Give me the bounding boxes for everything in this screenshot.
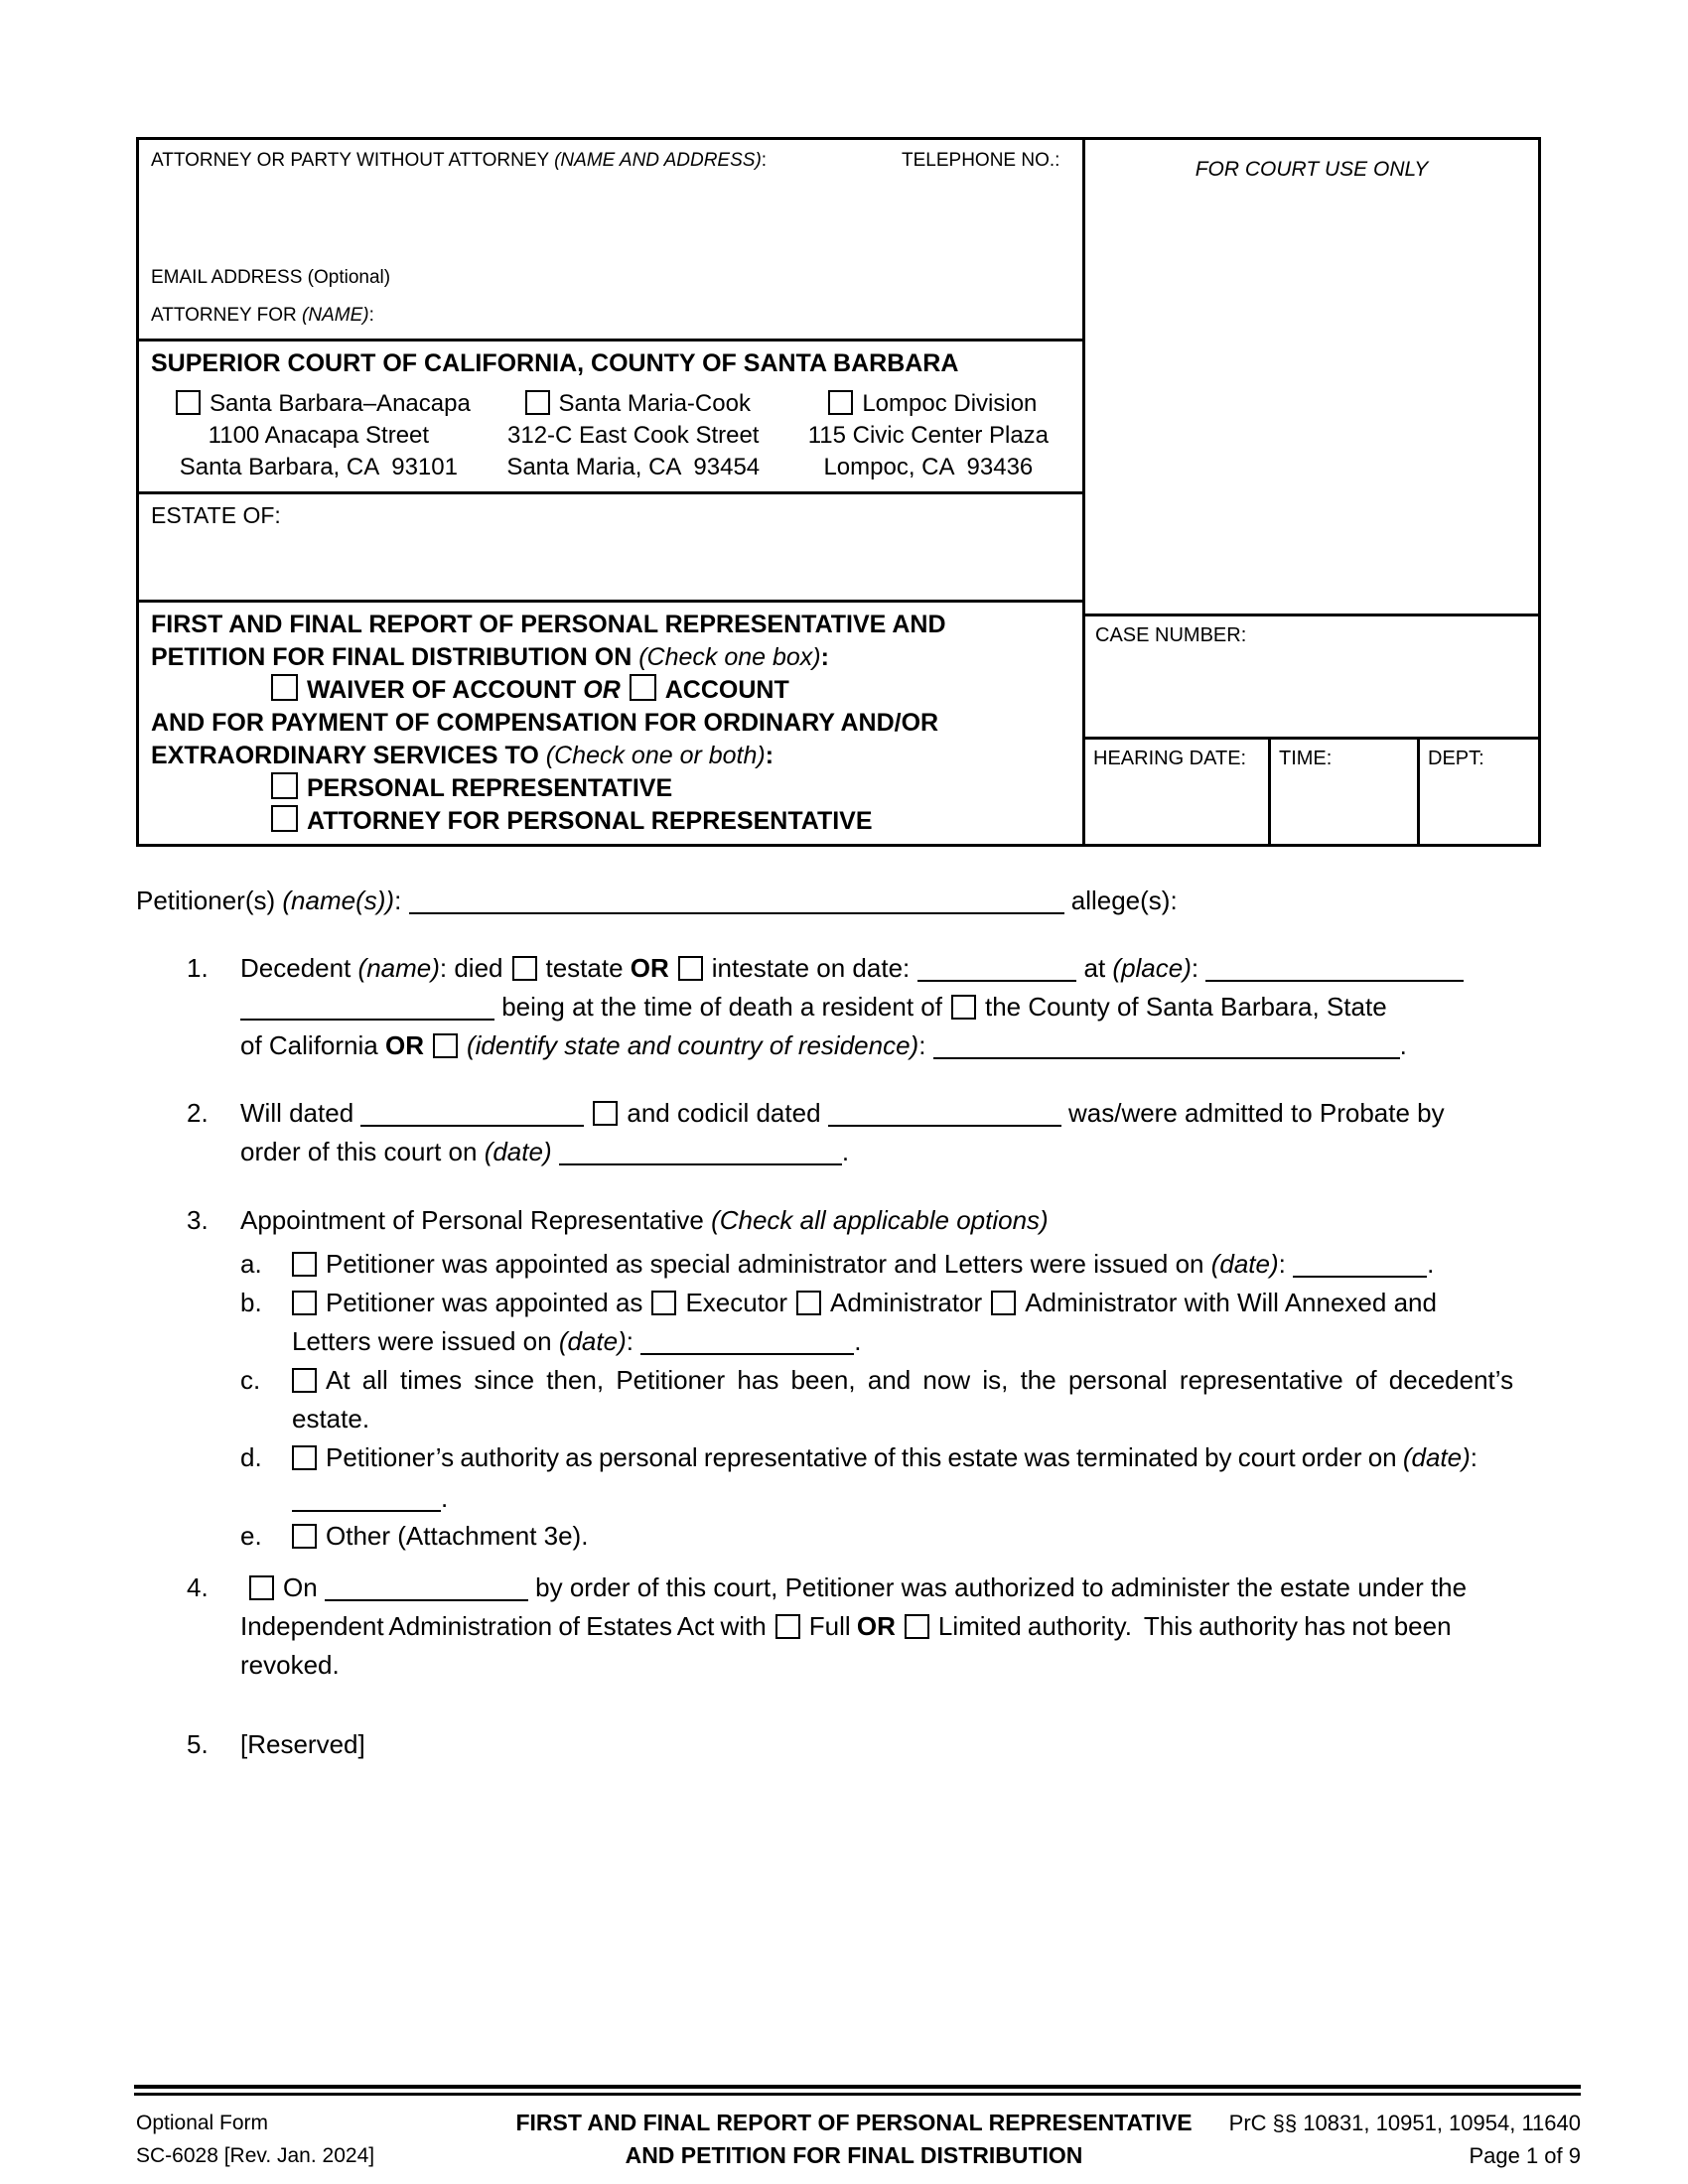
- checkbox-attorney-for-personal-representative[interactable]: [271, 805, 298, 832]
- checkbox-waiver-of-account[interactable]: [271, 674, 298, 701]
- testate-label: testate: [545, 953, 631, 983]
- item5-line: [136, 1727, 1601, 1761]
- item1-text: :: [918, 1030, 933, 1060]
- email-label: EMAIL ADDRESS (Optional): [151, 267, 391, 288]
- footer-right: [1092, 2107, 1581, 2172]
- form-title-line2: [151, 641, 1070, 674]
- attorney-for-label-colon: :: [368, 305, 374, 326]
- footer-title-line2: AND PETITION FOR FINAL DISTRIBUTION: [625, 2142, 1083, 2168]
- state-country-field[interactable]: [933, 1033, 1400, 1059]
- item3c-line2: [136, 1402, 1688, 1435]
- footer-title-line1: FIRST AND FINAL REPORT OF PERSONAL REPRESENTATIVE: [515, 2110, 1193, 2135]
- item1-text: the County of Santa Barbara, State: [984, 992, 1387, 1022]
- item1-line1: [136, 951, 1601, 985]
- court-name: SUPERIOR COURT OF CALIFORNIA, COUNTY OF SANTA BARBARA: [151, 349, 959, 378]
- item3b-letter: b.: [240, 1288, 262, 1317]
- time-input[interactable]: [1275, 779, 1412, 839]
- letters-issued-date-3a-field[interactable]: [1293, 1252, 1427, 1278]
- item1-place-italic: (place): [1112, 953, 1192, 983]
- item4-line3: [136, 1648, 1654, 1682]
- item4-text: revoked.: [240, 1650, 340, 1680]
- item3-heading: [136, 1203, 1601, 1237]
- item3c-text: estate.: [292, 1404, 370, 1433]
- division-name: Santa Maria-Cook: [558, 390, 751, 418]
- footer-left: [136, 2107, 374, 2172]
- division-address2: Santa Maria, CA 93454: [506, 454, 761, 481]
- administrator-will-annexed-label: Administrator with Will Annexed and: [1025, 1288, 1437, 1317]
- item3a-letter: a.: [240, 1249, 262, 1279]
- death-date-field[interactable]: [917, 956, 1076, 982]
- footer-optional-form: Optional Form: [136, 2112, 269, 2134]
- petitioner-names-field[interactable]: [409, 888, 1064, 914]
- item2-line2: [136, 1135, 1654, 1168]
- item3d-line2: [136, 1481, 1688, 1515]
- item1-text: Decedent: [240, 953, 358, 983]
- checkbox-3d-authority-terminated[interactable]: [292, 1445, 317, 1470]
- form-title-line2-colon: :: [820, 643, 829, 671]
- item4-line2: [136, 1609, 1654, 1643]
- waiver-account-row: [151, 674, 1070, 707]
- case-number-label: CASE NUMBER:: [1095, 624, 1247, 646]
- form-title-line1: FIRST AND FINAL REPORT OF PERSONAL REPRESENTATIVE AND: [151, 611, 946, 638]
- footer-rule: [134, 2085, 1581, 2096]
- estate-of-input[interactable]: [278, 498, 1053, 598]
- or-label: OR: [856, 1611, 896, 1641]
- telephone-label: TELEPHONE NO.:: [902, 150, 1060, 171]
- administrator-label: Administrator: [830, 1288, 983, 1317]
- checkbox-account[interactable]: [630, 674, 656, 701]
- attorney-personal-representative-row: [151, 805, 1070, 838]
- checkbox-executor[interactable]: [651, 1291, 676, 1315]
- checkbox-other-residence[interactable]: [433, 1033, 458, 1058]
- item3d-colon: :: [1470, 1442, 1477, 1472]
- item3b-date-italic: (date): [558, 1326, 627, 1356]
- item5-text: [Reserved]: [240, 1729, 365, 1759]
- checkbox-3b-appointed[interactable]: [292, 1291, 317, 1315]
- item3b-line2: [136, 1324, 1688, 1358]
- attorney-for-label-text: ATTORNEY FOR: [151, 305, 303, 326]
- letters-issued-date-3b-field[interactable]: [640, 1329, 854, 1355]
- header-left-column: [139, 140, 1085, 844]
- form-title-line2-text: PETITION FOR FINAL DISTRIBUTION ON: [151, 643, 639, 671]
- item4-number: 4.: [187, 1572, 209, 1602]
- limited-authority-label: Limited authority. This authority has not been: [937, 1611, 1452, 1641]
- item2-date-italic: (date): [484, 1137, 552, 1166]
- executor-label: Executor: [685, 1288, 788, 1317]
- dept-label: DEPT:: [1428, 748, 1484, 769]
- item3c-letter: c.: [240, 1365, 261, 1395]
- death-place-field-2[interactable]: [240, 995, 494, 1021]
- probate-order-date-field[interactable]: [559, 1140, 842, 1165]
- item3d-line1: [136, 1440, 1654, 1474]
- item1-line3: [136, 1028, 1654, 1062]
- checkbox-personal-representative[interactable]: [271, 772, 298, 799]
- item2-period: .: [841, 1137, 850, 1166]
- item1-number: 1.: [187, 953, 209, 983]
- item3e-line: [136, 1519, 1654, 1553]
- attorney-party-label-text: ATTORNEY OR PARTY WITHOUT ATTORNEY: [151, 150, 555, 171]
- alleges-label: allege(s):: [1063, 886, 1178, 915]
- iaea-order-date-field[interactable]: [325, 1575, 528, 1601]
- footer-code-sections: PrC §§ 10831, 10951, 10954, 11640: [1228, 2111, 1581, 2135]
- intestate-label: intestate on date:: [711, 953, 911, 983]
- hearing-date-cell: [1085, 740, 1271, 844]
- court-box: [139, 341, 1082, 494]
- item4-text: by order of this court, Petitioner was authorized to administer the estate under the: [527, 1572, 1468, 1602]
- division-name: Santa Barbara–Anacapa: [209, 390, 471, 418]
- will-date-field[interactable]: [360, 1101, 584, 1127]
- item3a-line: [136, 1247, 1654, 1281]
- item1-period: .: [1399, 1030, 1407, 1060]
- item3a-text: Petitioner was appointed as special administrator and Letters were issued on: [326, 1249, 1211, 1279]
- item4-text: Independent Administration of Estates Act with: [240, 1611, 767, 1641]
- item4-text: On: [283, 1572, 325, 1602]
- division-address1: 115 Civic Center Plaza: [807, 422, 1050, 450]
- full-authority-label: Full: [808, 1611, 857, 1641]
- codicil-date-field[interactable]: [828, 1101, 1061, 1127]
- hearing-date-label: HEARING DATE:: [1093, 748, 1247, 769]
- time-label: TIME:: [1279, 748, 1333, 769]
- form-title-box: [139, 603, 1082, 844]
- estate-of-label: ESTATE OF:: [151, 502, 281, 529]
- checkbox-testate[interactable]: [512, 956, 537, 981]
- division-address2: Santa Barbara, CA 93101: [179, 454, 458, 481]
- checkbox-santa-maria-cook[interactable]: [525, 390, 550, 415]
- item2-text: order of this court on: [240, 1137, 485, 1166]
- item3d-text: Petitioner’s authority as personal representative of this estate was terminated by court order on: [326, 1442, 1403, 1472]
- division-address1: 1100 Anacapa Street: [208, 422, 430, 450]
- item2-text: Will dated: [240, 1098, 361, 1128]
- for-court-use-label: FOR COURT USE ONLY: [1195, 158, 1429, 181]
- item3-heading-italic: (Check all applicable options): [711, 1205, 1049, 1235]
- dept-input[interactable]: [1424, 779, 1533, 839]
- attorney-party-label: [151, 150, 767, 171]
- item2-line1: [136, 1096, 1601, 1130]
- attorney-box: [139, 140, 1082, 341]
- petitioner-label-colon: :: [394, 886, 409, 915]
- division-address2: Lompoc, CA 93436: [823, 454, 1034, 481]
- item3e-letter: e.: [240, 1521, 262, 1551]
- division-lompoc: [786, 388, 1070, 483]
- checkbox-limited-authority[interactable]: [905, 1614, 929, 1639]
- item2-space: [552, 1137, 559, 1166]
- division-address1: 312-C East Cook Street: [507, 422, 760, 450]
- waiver-of-account-label: WAIVER OF ACCOUNT: [307, 676, 584, 704]
- division-santa-maria: [481, 388, 786, 483]
- death-place-field[interactable]: [1205, 956, 1464, 982]
- hearing-date-input[interactable]: [1089, 779, 1263, 839]
- attorney-for-label: [151, 305, 374, 327]
- codicil-label: and codicil dated: [627, 1098, 828, 1128]
- or-label: OR: [384, 1030, 424, 1060]
- item1-text: at: [1076, 953, 1113, 983]
- item4-line1: [136, 1570, 1601, 1604]
- item1-residence-italic: (identify state and country of residence): [466, 1030, 919, 1060]
- estate-of-box: [139, 494, 1082, 603]
- checkbox-administrator-will-annexed[interactable]: [991, 1291, 1016, 1315]
- header-right-column: [1085, 140, 1538, 844]
- item3a-colon: :: [1278, 1249, 1294, 1279]
- attorney-party-label-colon: :: [761, 150, 768, 171]
- petitioner-label-italic: (name(s)): [282, 886, 395, 915]
- petitioner-line: [136, 884, 1550, 917]
- for-court-use-box: [1085, 140, 1538, 616]
- checkbox-codicil[interactable]: [593, 1101, 618, 1126]
- division-santa-barbara: [157, 388, 481, 483]
- personal-representative-row: [151, 772, 1070, 805]
- item3e-text: Other (Attachment 3e).: [326, 1521, 589, 1551]
- item3a-period: .: [1427, 1249, 1435, 1279]
- item3b-period: .: [854, 1326, 862, 1356]
- time-cell: [1271, 740, 1420, 844]
- item1-text: : died: [439, 953, 503, 983]
- or-label: OR: [583, 676, 621, 704]
- checkbox-county-resident[interactable]: [951, 995, 976, 1020]
- item5-number: 5.: [187, 1729, 209, 1759]
- termination-date-field[interactable]: [292, 1486, 441, 1512]
- form-title-line5-text: EXTRAORDINARY SERVICES TO: [151, 742, 546, 769]
- footer-page-number: Page 1 of 9: [1469, 2143, 1581, 2168]
- personal-representative-label: PERSONAL REPRESENTATIVE: [307, 774, 673, 802]
- checkbox-4-on-date[interactable]: [249, 1575, 274, 1600]
- item1-line2: [136, 990, 1654, 1024]
- attorney-party-label-italic: (NAME AND ADDRESS): [554, 150, 762, 171]
- case-number-input[interactable]: [1093, 656, 1530, 726]
- footer-form-number: SC-6028 [Rev. Jan. 2024]: [136, 2144, 375, 2167]
- item3b-text: Letters were issued on: [292, 1326, 559, 1356]
- checkbox-santa-barbara-anacapa[interactable]: [176, 390, 201, 415]
- case-number-box: [1085, 616, 1538, 740]
- item3b-line1: [136, 1286, 1654, 1319]
- checkbox-lompoc-division[interactable]: [828, 390, 853, 415]
- account-label: ACCOUNT: [664, 676, 789, 704]
- item1-text: :: [1191, 953, 1206, 983]
- item3a-date-italic: (date): [1210, 1249, 1279, 1279]
- form-header: [136, 137, 1541, 847]
- attorney-for-personal-representative-label: ATTORNEY FOR PERSONAL REPRESENTATIVE: [307, 807, 873, 835]
- court-divisions: [151, 388, 1070, 483]
- division-name: Lompoc Division: [862, 390, 1038, 418]
- item3c-text: At all times since then, Petitioner has been, and now is, the personal representative of decedent’s: [326, 1365, 1514, 1395]
- checkbox-full-authority[interactable]: [775, 1614, 800, 1639]
- item3d-period: .: [441, 1483, 449, 1513]
- checkbox-administrator[interactable]: [796, 1291, 821, 1315]
- item3c-line1: [136, 1363, 1654, 1397]
- item1-text: being at the time of death a resident of: [494, 992, 942, 1022]
- or-label: OR: [630, 953, 669, 983]
- item3-number: 3.: [187, 1205, 209, 1235]
- checkbox-intestate[interactable]: [678, 956, 703, 981]
- item3d-letter: d.: [240, 1442, 262, 1472]
- checkbox-3e-other[interactable]: [292, 1524, 317, 1549]
- item3d-date-italic: (date): [1402, 1442, 1471, 1472]
- petitioner-label: Petitioner(s): [136, 886, 283, 915]
- form-title-line5: [151, 740, 1070, 772]
- attorney-for-label-italic: (NAME): [302, 305, 369, 326]
- form-title-line4: AND FOR PAYMENT OF COMPENSATION FOR ORDINARY AND/OR: [151, 709, 939, 737]
- attorney-name-address-input[interactable]: [147, 184, 872, 259]
- dept-cell: [1420, 740, 1538, 844]
- item3-heading-text: Appointment of Personal Representative: [240, 1205, 712, 1235]
- checkbox-3c-personal-representative[interactable]: [292, 1368, 317, 1393]
- item3b-colon: :: [626, 1326, 641, 1356]
- item3b-text: Petitioner was appointed as: [326, 1288, 643, 1317]
- item1-name-italic: (name): [357, 953, 440, 983]
- hearing-row: [1085, 740, 1538, 844]
- form-title-line2-italic: (Check one box): [638, 643, 821, 671]
- item2-text: was/were admitted to Probate by: [1060, 1098, 1445, 1128]
- form-title-line5-colon: :: [765, 742, 774, 769]
- checkbox-3a-special-administrator[interactable]: [292, 1252, 317, 1277]
- item1-text: of California: [240, 1030, 385, 1060]
- item2-number: 2.: [187, 1098, 209, 1128]
- form-title-line5-italic: (Check one or both): [545, 742, 766, 769]
